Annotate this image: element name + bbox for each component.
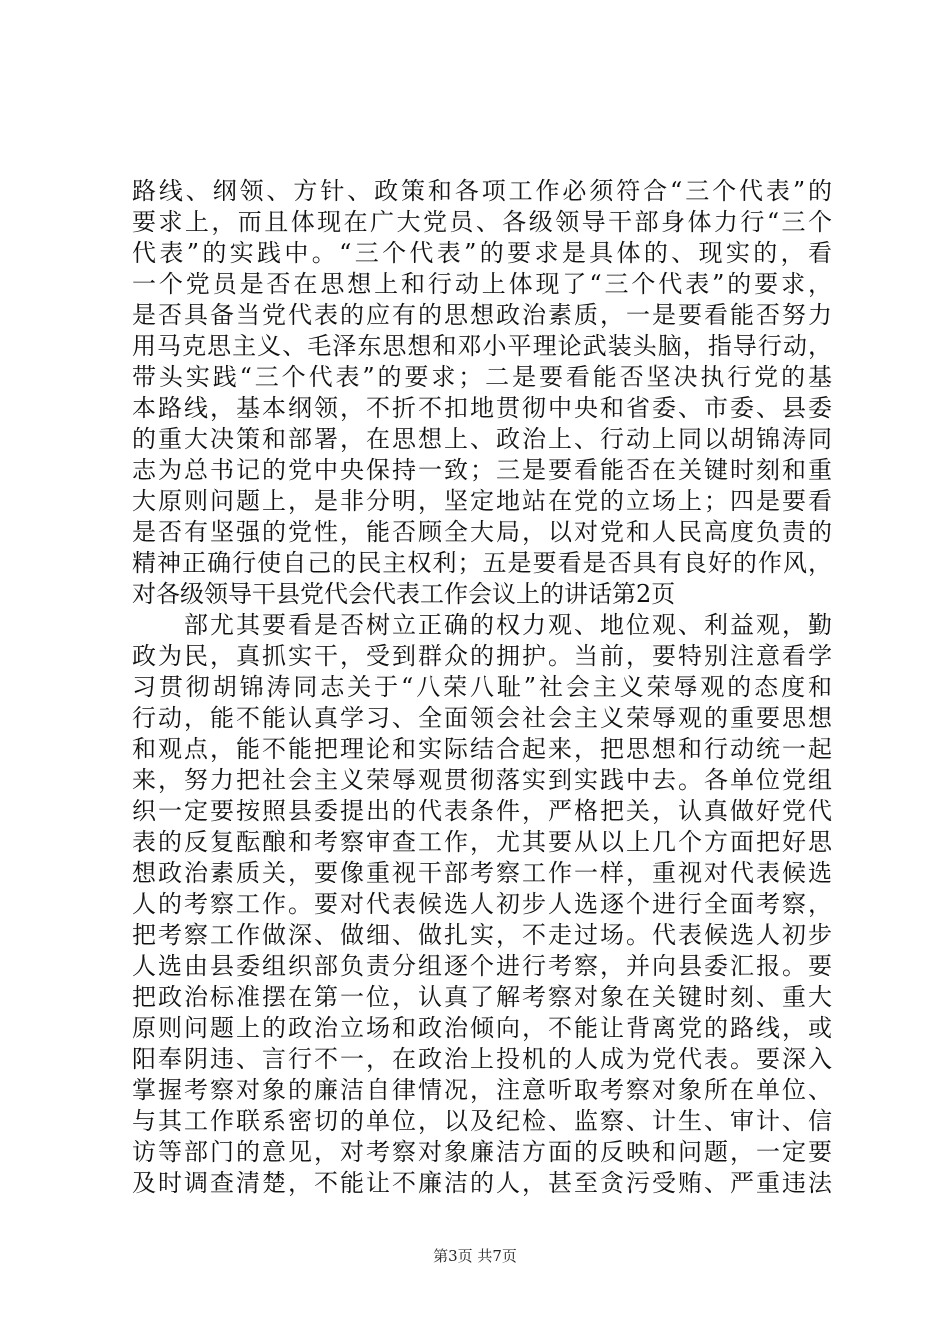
text-line: 和观点，能不能把理论和实际结合起来，把思想和行动统一起 [132, 735, 832, 763]
text-line: 代表”的实践中。“三个代表”的要求是具体的、现实的，看 [132, 239, 832, 267]
page-number-footer: 第3页 共7页 [433, 1247, 517, 1265]
text-line: 对各级领导干县党代会代表工作会议上的讲话第2页 [132, 580, 676, 608]
text-line: 表的反复酝酿和考察审查工作，尤其要从以上几个方面把好思 [132, 828, 832, 856]
text-line: 习贯彻胡锦涛同志关于“八荣八耻”社会主义荣辱观的态度和 [132, 673, 832, 701]
text-line: 要求上，而且体现在广大党员、各级领导干部身体力行“三个 [132, 208, 832, 236]
text-line: 与其工作联系密切的单位，以及纪检、监察、计生、审计、信 [132, 1107, 832, 1135]
text-line: 及时调查清楚，不能让不廉洁的人，甚至贪污受贿、严重违法 [132, 1169, 832, 1197]
text-line: 阳奉阴违、言行不一，在政治上投机的人成为党代表。要深入 [132, 1045, 832, 1073]
text-line: 来，努力把社会主义荣辱观贯彻落实到实践中去。各单位党组 [132, 766, 832, 794]
text-line: 织一定要按照县委提出的代表条件，严格把关，认真做好党代 [132, 797, 832, 825]
text-line: 政为民，真抓实干，受到群众的拥护。当前，要特别注意看学 [132, 642, 832, 670]
text-line: 原则问题上的政治立场和政治倾向，不能让背离党的路线，或 [132, 1014, 832, 1042]
body-text [132, 176, 832, 1199]
text-line: 本路线，基本纲领，不折不扣地贯彻中央和省委、市委、县委 [132, 394, 832, 422]
text-line: 人选由县委组织部负责分组逐个进行考察，并向县委汇报。要 [132, 952, 832, 980]
text-line: 的重大决策和部署，在思想上、政治上、行动上同以胡锦涛同 [132, 425, 832, 453]
text-line: 用马克思主义、毛泽东思想和邓小平理论武装头脑，指导行动， [132, 332, 832, 360]
text-line: 掌握考察对象的廉洁自律情况，注意听取考察对象所在单位、 [132, 1076, 832, 1104]
text-line: 是否有坚强的党性，能否顾全大局，以对党和人民高度负责的 [132, 518, 832, 546]
text-line: 带头实践“三个代表”的要求；二是要看能否坚决执行党的基 [132, 363, 832, 391]
text-line: 人的考察工作。要对代表候选人初步人选逐个进行全面考察， [132, 890, 832, 918]
text-line: 行动，能不能认真学习、全面领会社会主义荣辱观的重要思想 [132, 704, 832, 732]
text-line: 把政治标准摆在第一位，认真了解考察对象在关键时刻、重大 [132, 983, 832, 1011]
text-line: 志为总书记的党中央保持一致；三是要看能否在关键时刻和重 [132, 456, 832, 484]
text-line: 是否具备当党代表的应有的思想政治素质，一是要看能否努力 [132, 301, 832, 329]
text-line: 访等部门的意见，对考察对象廉洁方面的反映和问题，一定要 [132, 1138, 832, 1166]
text-line: 部尤其要看是否树立正确的权力观、地位观、利益观，勤 [132, 611, 832, 639]
text-line: 大原则问题上，是非分明，坚定地站在党的立场上；四是要看 [132, 487, 832, 515]
text-line: 精神正确行使自己的民主权利；五是要看是否具有良好的作风， [132, 549, 832, 577]
text-line: 把考察工作做深、做细、做扎实，不走过场。代表候选人初步 [132, 921, 832, 949]
text-line: 一个党员是否在思想上和行动上体现了“三个代表”的要求， [132, 270, 832, 298]
text-line: 想政治素质关，要像重视干部考察工作一样，重视对代表候选 [132, 859, 832, 887]
text-line: 路线、纲领、方针、政策和各项工作必须符合“三个代表”的 [132, 177, 832, 205]
